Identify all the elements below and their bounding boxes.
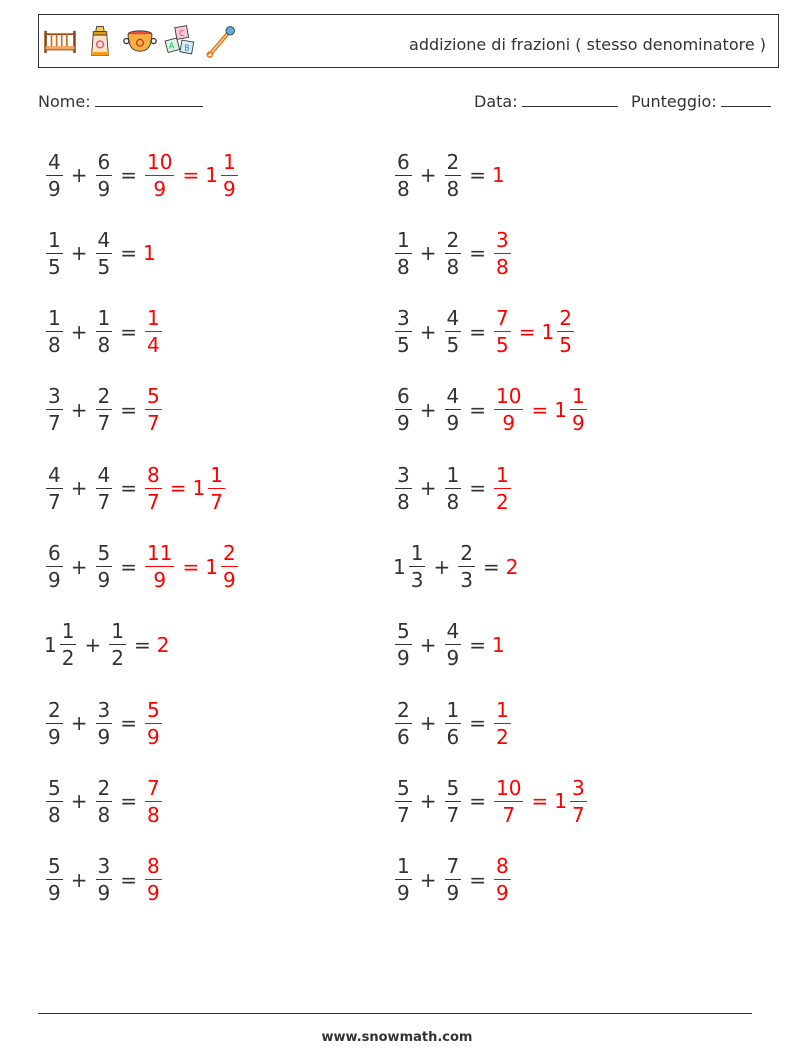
answer-value <box>492 775 525 828</box>
term-denominator: 8 <box>446 254 460 279</box>
term-numerator: 3 <box>397 462 410 487</box>
plus-sign: + <box>419 476 437 501</box>
term-numerator: 2 <box>460 541 473 565</box>
equals-sign: = <box>182 554 200 579</box>
answer-denominator: 7 <box>571 802 585 827</box>
answer-numerator: 3 <box>496 227 509 252</box>
term-numerator: 4 <box>446 384 460 409</box>
term-numerator: 1 <box>97 306 111 331</box>
answer-numerator: 10 <box>496 775 522 800</box>
term-fraction <box>60 618 77 671</box>
term-fraction <box>409 540 426 593</box>
term-denominator: 7 <box>48 489 61 514</box>
term-fraction <box>395 775 412 828</box>
term-denominator: 8 <box>397 489 410 514</box>
term-denominator: 2 <box>61 646 75 671</box>
footer-divider <box>38 1013 752 1014</box>
term-numerator: 2 <box>97 775 111 800</box>
answer-numerator: 5 <box>147 697 160 722</box>
term-fraction <box>96 383 113 436</box>
term-fraction <box>395 305 412 358</box>
answer-denominator: 7 <box>147 411 160 436</box>
plus-sign: + <box>70 476 88 501</box>
term-fraction <box>46 775 63 828</box>
equals-sign: = <box>469 867 486 892</box>
answer-numerator: 2 <box>559 306 572 331</box>
term-fraction <box>445 853 462 906</box>
term-fraction <box>395 227 412 280</box>
answer-value <box>492 697 513 750</box>
answer-numerator: 7 <box>496 306 509 331</box>
answer-fraction <box>145 697 162 750</box>
equals-sign: = <box>469 711 486 736</box>
answer-whole: 1 <box>143 241 156 266</box>
answer-value <box>492 383 525 436</box>
term-numerator: 4 <box>446 306 460 331</box>
equals-sign: = <box>469 789 486 814</box>
answer-value <box>143 775 164 828</box>
term-numerator: 1 <box>410 541 424 565</box>
term-numerator: 3 <box>48 384 61 409</box>
plus-sign: + <box>419 789 437 814</box>
answer-value <box>492 163 506 187</box>
answer-fraction <box>145 540 174 593</box>
problem-item <box>393 297 576 367</box>
term-numerator: 6 <box>48 541 61 565</box>
answer-numerator: 8 <box>147 462 160 487</box>
term-denominator: 5 <box>397 333 410 358</box>
term-denominator: 9 <box>446 646 460 671</box>
equals-sign: = <box>531 397 549 422</box>
answer-value <box>542 305 576 358</box>
term-denominator: 8 <box>446 489 460 514</box>
answer-value <box>506 555 520 579</box>
term-fraction <box>445 383 462 436</box>
equals-sign: = <box>133 632 151 657</box>
answer-whole: 1 <box>541 319 555 344</box>
term-denominator: 7 <box>97 489 111 514</box>
answer-fraction <box>145 305 162 358</box>
answer-value <box>554 383 588 436</box>
equals-sign: = <box>120 711 137 736</box>
term-denominator: 5 <box>446 333 460 358</box>
answer-denominator: 4 <box>147 333 160 358</box>
term-denominator: 9 <box>446 881 460 906</box>
term-numerator: 3 <box>97 697 111 722</box>
term-denominator: 7 <box>97 411 111 436</box>
term-fraction <box>458 540 475 593</box>
term-numerator: 1 <box>48 227 61 252</box>
term-denominator: 9 <box>397 411 410 436</box>
equals-sign: = <box>531 789 549 814</box>
answer-numerator: 1 <box>496 462 509 487</box>
term-fraction <box>395 853 412 906</box>
term-numerator: 1 <box>446 462 460 487</box>
answer-denominator: 2 <box>496 489 509 514</box>
answer-denominator: 9 <box>222 176 236 201</box>
term-fraction <box>395 149 412 202</box>
plus-sign: + <box>419 319 437 344</box>
answer-value <box>157 633 171 657</box>
term-numerator: 5 <box>48 775 61 800</box>
answer-fraction <box>494 462 511 515</box>
term-fraction <box>46 462 63 515</box>
answer-fraction <box>221 540 238 593</box>
answer-numerator: 8 <box>147 854 160 879</box>
term-denominator: 9 <box>97 568 111 592</box>
term-denominator: 9 <box>97 176 111 201</box>
term-fraction <box>395 618 412 671</box>
term-fraction <box>96 227 113 280</box>
term-fraction <box>445 775 462 828</box>
problem-item <box>44 218 157 288</box>
answer-fraction <box>145 853 162 906</box>
term-numerator: 1 <box>61 619 75 644</box>
answer-value <box>492 227 513 280</box>
answer-numerator: 1 <box>210 462 223 487</box>
problem-item <box>393 375 589 445</box>
answer-whole: 1 <box>492 163 505 187</box>
svg-text:C: C <box>179 28 185 38</box>
term-fraction <box>96 853 113 906</box>
answer-denominator: 7 <box>502 802 516 827</box>
term-fraction <box>96 775 113 828</box>
term-denominator: 8 <box>397 176 410 201</box>
answer-numerator: 10 <box>496 384 522 409</box>
answer-fraction <box>208 462 225 515</box>
answer-fraction <box>570 383 587 436</box>
term-fraction <box>46 383 63 436</box>
term-numerator: 5 <box>48 854 61 879</box>
term-fraction <box>445 149 462 202</box>
answer-numerator: 1 <box>147 306 160 331</box>
answer-denominator: 9 <box>571 411 585 436</box>
answer-numerator: 8 <box>496 854 509 879</box>
term-numerator: 4 <box>446 619 460 644</box>
term-denominator: 9 <box>397 646 410 671</box>
plus-sign: + <box>419 241 437 266</box>
svg-text:B: B <box>184 43 190 53</box>
equals-sign: = <box>469 241 486 266</box>
term-numerator: 4 <box>48 149 61 174</box>
term-numerator: 5 <box>397 619 410 644</box>
equals-sign: = <box>469 163 486 187</box>
problem-item <box>44 610 170 680</box>
answer-fraction <box>494 305 511 358</box>
term-fraction <box>46 149 63 202</box>
answer-denominator: 2 <box>496 724 509 749</box>
answer-denominator: 7 <box>147 489 160 514</box>
answer-fraction <box>221 149 238 202</box>
term-numerator: 2 <box>397 697 410 722</box>
term-fraction <box>96 149 113 202</box>
term-fraction <box>96 305 113 358</box>
answer-value <box>143 149 176 202</box>
term-whole: 1 <box>44 632 57 657</box>
term-fraction <box>46 540 63 593</box>
term-fraction <box>96 697 113 750</box>
problem-item <box>44 297 164 367</box>
term-numerator: 5 <box>397 775 410 800</box>
plus-sign: + <box>70 867 88 892</box>
plus-sign: + <box>70 241 88 266</box>
problem-item <box>393 688 513 758</box>
answer-value <box>492 633 506 657</box>
problem-item <box>44 375 164 445</box>
term-denominator: 7 <box>446 802 460 827</box>
answer-fraction <box>145 462 162 515</box>
term-denominator: 8 <box>48 333 61 358</box>
term-fraction <box>445 227 462 280</box>
footer-url: www.snowmath.com <box>321 1030 473 1045</box>
term-fraction <box>46 305 63 358</box>
term-numerator: 1 <box>111 619 124 644</box>
term-numerator: 2 <box>97 384 111 409</box>
plus-sign: + <box>70 163 88 187</box>
answer-value <box>143 697 164 750</box>
answer-denominator: 9 <box>153 568 167 592</box>
term-denominator: 6 <box>446 724 460 749</box>
answer-value <box>492 462 513 515</box>
term-denominator: 3 <box>410 568 424 592</box>
equals-sign: = <box>469 397 486 422</box>
term-denominator: 2 <box>111 646 124 671</box>
equals-sign: = <box>182 163 200 187</box>
term-numerator: 4 <box>48 462 61 487</box>
answer-numerator: 5 <box>147 384 160 409</box>
term-numerator: 2 <box>446 227 460 252</box>
problem-item <box>393 140 506 210</box>
answer-denominator: 5 <box>559 333 572 358</box>
term-numerator: 4 <box>97 227 111 252</box>
equals-sign: = <box>518 319 536 344</box>
answer-denominator: 8 <box>496 254 509 279</box>
term-numerator: 6 <box>397 384 410 409</box>
answer-denominator: 5 <box>496 333 509 358</box>
answer-denominator: 9 <box>496 881 509 906</box>
answer-denominator: 9 <box>502 411 516 436</box>
problem-item <box>44 453 227 523</box>
term-fraction <box>46 697 63 750</box>
worksheet-title: addizione di frazioni ( stesso denominatore ) <box>409 35 766 54</box>
answer-denominator: 9 <box>153 176 167 201</box>
term-denominator: 9 <box>48 568 61 592</box>
answer-value <box>143 853 164 906</box>
term-denominator: 9 <box>48 724 61 749</box>
equals-sign: = <box>482 554 500 579</box>
plus-sign: + <box>433 554 451 579</box>
equals-sign: = <box>120 397 137 422</box>
problem-item <box>44 766 164 836</box>
problem-item <box>44 688 164 758</box>
equals-sign: = <box>120 789 137 814</box>
plus-sign: + <box>419 867 437 892</box>
term-denominator: 5 <box>97 254 111 279</box>
svg-text:A: A <box>168 41 175 51</box>
term-fraction <box>395 697 412 750</box>
problem-item <box>44 845 164 915</box>
problem-item <box>393 218 513 288</box>
problem-item <box>393 532 519 602</box>
answer-value <box>492 853 513 906</box>
answer-whole: 1 <box>554 789 567 814</box>
term-fraction <box>96 462 113 515</box>
term-numerator: 3 <box>397 306 410 331</box>
equals-sign: = <box>120 163 137 187</box>
term-fraction <box>445 305 462 358</box>
term-fraction <box>395 383 412 436</box>
answer-numerator: 3 <box>571 775 585 800</box>
term-denominator: 6 <box>397 724 410 749</box>
term-denominator: 8 <box>397 254 410 279</box>
term-denominator: 8 <box>97 333 111 358</box>
term-fraction <box>109 618 126 671</box>
term-denominator: 7 <box>48 411 61 436</box>
answer-fraction <box>570 775 587 828</box>
term-denominator: 9 <box>397 881 410 906</box>
answer-value <box>205 540 239 593</box>
answer-numerator: 1 <box>571 384 585 409</box>
answer-whole: 2 <box>505 554 519 579</box>
plus-sign: + <box>70 711 88 736</box>
equals-sign: = <box>120 476 137 501</box>
plus-sign: + <box>419 397 437 422</box>
term-numerator: 3 <box>97 854 111 879</box>
answer-denominator: 9 <box>147 881 160 906</box>
answer-value <box>143 462 164 515</box>
answer-fraction <box>494 697 511 750</box>
answer-numerator: 1 <box>496 697 509 722</box>
term-numerator: 1 <box>397 854 410 879</box>
answer-whole: 1 <box>492 632 505 657</box>
problem-item <box>393 453 513 523</box>
answer-value <box>143 305 164 358</box>
term-fraction <box>395 462 412 515</box>
answer-denominator: 8 <box>147 802 160 827</box>
answer-value <box>143 383 164 436</box>
answer-numerator: 1 <box>222 149 236 174</box>
term-denominator: 7 <box>397 802 410 827</box>
problem-item <box>44 140 240 210</box>
term-denominator: 5 <box>48 254 61 279</box>
term-numerator: 2 <box>446 149 460 174</box>
term-numerator: 4 <box>97 462 111 487</box>
term-numerator: 5 <box>97 541 111 565</box>
term-denominator: 9 <box>48 176 61 201</box>
plus-sign: + <box>70 397 88 422</box>
answer-value <box>143 540 176 593</box>
answer-denominator: 9 <box>147 724 160 749</box>
term-numerator: 1 <box>397 227 410 252</box>
term-numerator: 1 <box>446 697 460 722</box>
problem-item <box>393 845 513 915</box>
term-numerator: 1 <box>48 306 61 331</box>
problem-item <box>44 532 240 602</box>
answer-numerator: 10 <box>147 149 173 174</box>
term-denominator: 9 <box>97 881 111 906</box>
answer-numerator: 11 <box>147 541 173 565</box>
answer-numerator: 7 <box>147 775 160 800</box>
equals-sign: = <box>469 319 486 344</box>
answer-fraction <box>145 149 174 202</box>
equals-sign: = <box>120 319 137 344</box>
term-whole: 1 <box>393 554 406 579</box>
answer-numerator: 2 <box>222 541 236 565</box>
term-denominator: 9 <box>97 724 111 749</box>
equals-sign: = <box>469 632 486 657</box>
answer-whole: 1 <box>205 163 218 187</box>
term-fraction <box>46 227 63 280</box>
plus-sign: + <box>70 789 88 814</box>
plus-sign: + <box>419 711 437 736</box>
answer-value <box>193 462 227 515</box>
answer-fraction <box>557 305 574 358</box>
answer-whole: 1 <box>554 397 567 422</box>
term-fraction <box>445 618 462 671</box>
problem-item <box>393 610 506 680</box>
equals-sign: = <box>120 554 137 579</box>
answer-whole: 2 <box>156 632 170 657</box>
answer-fraction <box>145 775 162 828</box>
equals-sign: = <box>469 476 486 501</box>
term-denominator: 8 <box>48 802 61 827</box>
plus-sign: + <box>84 632 102 657</box>
plus-sign: + <box>70 554 88 579</box>
answer-fraction <box>494 227 511 280</box>
term-numerator: 5 <box>446 775 460 800</box>
equals-sign: = <box>169 476 187 501</box>
date-label: Data: <box>474 92 518 111</box>
answer-value <box>492 305 513 358</box>
score-label: Punteggio: <box>631 92 717 111</box>
term-numerator: 7 <box>446 854 460 879</box>
term-fraction <box>46 853 63 906</box>
answer-value <box>205 149 239 202</box>
term-fraction <box>96 540 113 593</box>
answer-fraction <box>494 853 511 906</box>
answer-fraction <box>494 383 523 436</box>
answer-fraction <box>494 775 523 828</box>
answer-value <box>554 775 588 828</box>
equals-sign: = <box>120 867 137 892</box>
plus-sign: + <box>70 319 88 344</box>
plus-sign: + <box>419 163 437 187</box>
name-label: Nome: <box>38 92 91 111</box>
term-fraction <box>445 462 462 515</box>
answer-whole: 1 <box>205 554 218 579</box>
problem-item <box>393 766 589 836</box>
answer-denominator: 7 <box>210 489 223 514</box>
term-denominator: 3 <box>460 568 473 592</box>
answer-value <box>143 241 157 265</box>
plus-sign: + <box>419 632 437 657</box>
answer-whole: 1 <box>192 476 206 501</box>
term-denominator: 8 <box>97 802 111 827</box>
term-numerator: 2 <box>48 697 61 722</box>
term-denominator: 8 <box>446 176 460 201</box>
term-denominator: 9 <box>48 881 61 906</box>
answer-fraction <box>145 383 162 436</box>
equals-sign: = <box>120 241 137 266</box>
term-numerator: 6 <box>97 149 111 174</box>
answer-denominator: 9 <box>222 568 236 592</box>
term-fraction <box>445 697 462 750</box>
term-numerator: 6 <box>397 149 410 174</box>
term-denominator: 9 <box>446 411 460 436</box>
